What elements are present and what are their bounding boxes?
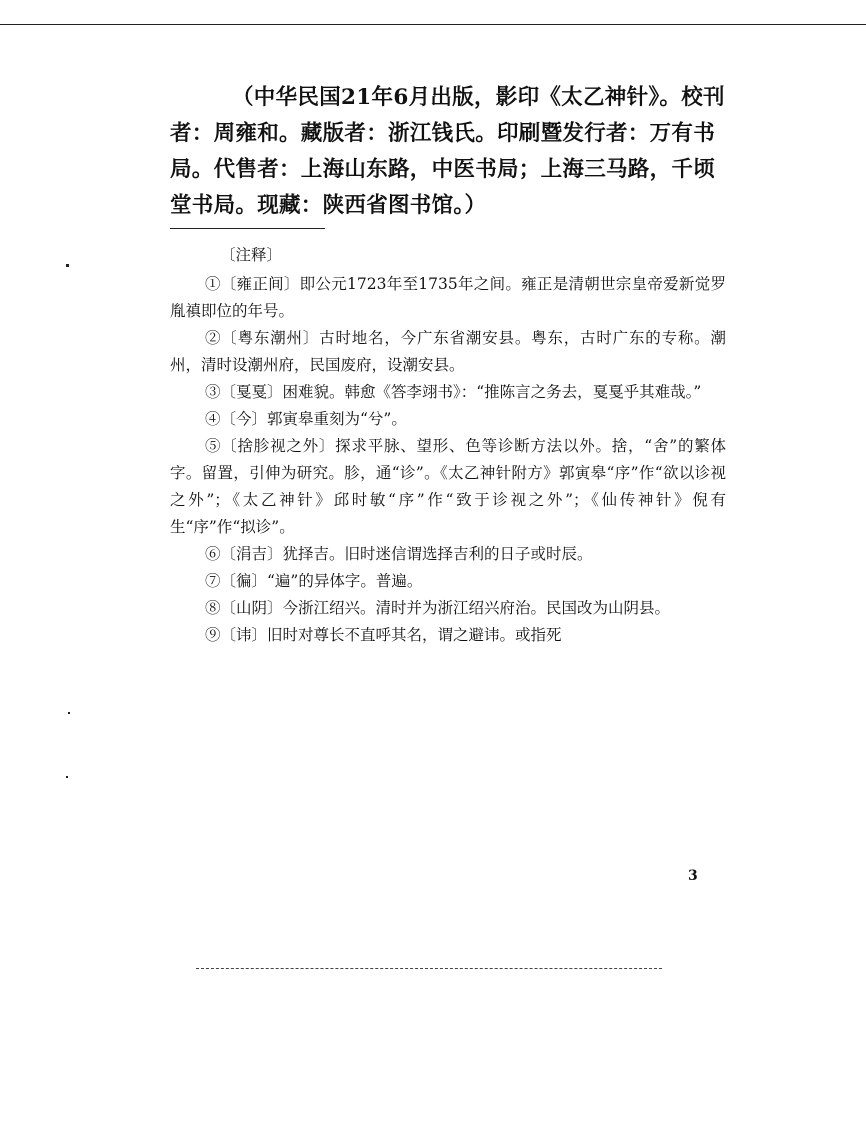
note-8: ⑧〔山阴〕今浙江绍兴。清时并为浙江绍兴府治。民国改为山阴县。 <box>205 599 671 617</box>
scan-bottom-dashed-line <box>196 968 662 969</box>
note-7: ⑦〔徧〕“遍”的异体字。普遍。 <box>205 572 423 590</box>
scan-speck <box>66 776 68 778</box>
note-3: ③〔戛戛〕困难貌。韩愈《答李翊书》：“推陈言之务去，戛戛乎其难哉。” <box>205 383 702 401</box>
note-5: ⑤〔捨胗视之外〕探求平脉、望形、色等诊断方法以外。捨，“舍”的繁体字。留置，引伸为研究。胗，通“诊”。《太乙神针附方》郭寅皋“序”作“欲以诊视之外”；《太乙神针》邱时敏“序”作“致于诊视之外”；《仙传神针》倪有生“序”作“拟诊”。 <box>170 437 726 536</box>
scan-top-edge-line <box>0 24 866 25</box>
note-1: ①〔雍正间〕即公元1723年至1735年之间。雍正是清朝世宗皇帝爱新觉罗胤禛即位的年号。 <box>170 275 726 320</box>
document-page <box>170 80 726 649</box>
scan-speck <box>68 712 70 714</box>
notes-title: 〔注释〕 <box>220 246 283 264</box>
note-9: ⑨〔讳〕旧时对尊长不直呼其名，谓之避讳。或指死 <box>205 626 562 644</box>
note-2: ②〔粤东潮州〕古时地名，今广东省潮安县。粤东，古时广东的专称。潮州，清时设潮州府，民国废府，设潮安县。 <box>170 329 726 374</box>
notes-list <box>170 271 726 649</box>
footnote-divider <box>170 228 325 229</box>
page-number: 3 <box>688 868 698 884</box>
scan-speck <box>66 264 69 267</box>
note-6: ⑥〔涓吉〕犹择吉。旧时迷信谓选择吉利的日子或时辰。 <box>205 545 593 563</box>
publication-info: （中华民国21年6月出版，影印《太乙神针》。校刊者：周雍和。藏版者：浙江钱氏。印刷暨发行者：万有书局。代售者：上海山东路，中医书局；上海三马路，千顷堂书局。现藏：陕西省图书馆。） <box>170 85 725 218</box>
note-4: ④〔今〕郭寅皋重刻为“兮”。 <box>205 410 407 428</box>
